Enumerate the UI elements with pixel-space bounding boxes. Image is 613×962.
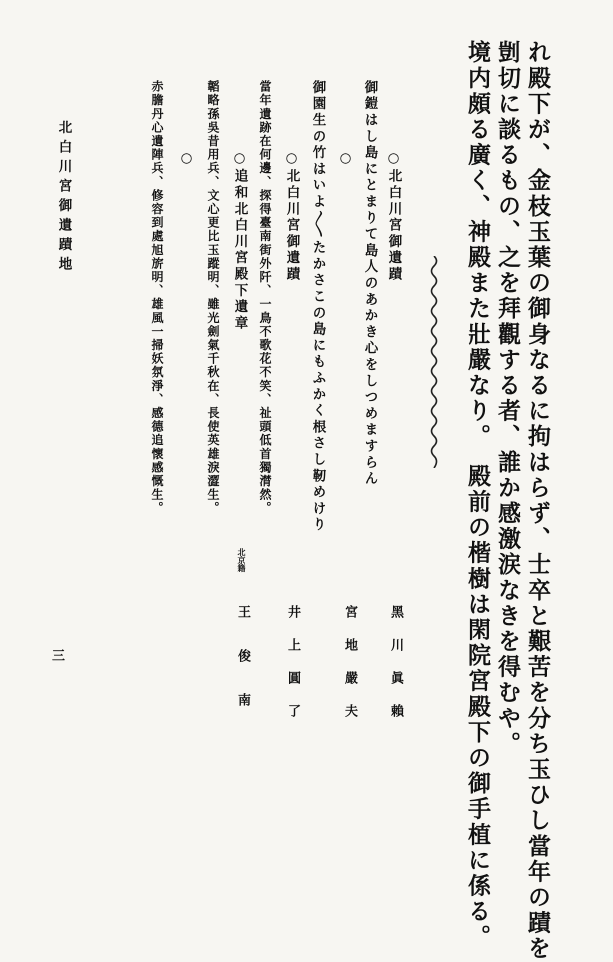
- poem-2-author-text: 宮地嚴夫: [342, 605, 357, 737]
- poem-3-title: ○北白川宮御遺蹟: [283, 150, 300, 283]
- poem-3-author-text: 井上圓了: [285, 605, 300, 737]
- poem-2-line-1: 御園生の竹はいよ〳〵たかさこの島にもふかく根さし靭めけり: [309, 80, 326, 534]
- poem-4-author: [236, 605, 249, 714]
- body-line-2: 剴切に談るもの、之を拜觀する者、誰か感激涙なきを得むや。: [494, 40, 521, 757]
- poem-1-circle: ○: [337, 150, 354, 169]
- poem-4-line-2: 赤膽丹心遺陣兵、修容到處旭旂明、雄風一掃妖氛淨、感德追懷感慨生。: [150, 80, 164, 516]
- page-number: 三: [52, 649, 66, 664]
- poem-1-line-1: 御鎧はし島にとまりて島人のあかき心をしつめますらん: [361, 80, 378, 488]
- poem-4-author-text: 王 俊 南: [235, 605, 250, 714]
- poem-2-author: [343, 605, 356, 737]
- body-line-3: 境内頗る廣く、神殿また壯嚴なり。 殿前の楷樹は閑院宮殿下の御手植に係る。: [464, 40, 491, 951]
- poem-3-line-1: 當年遺跡在何邊、探得臺南街外阡、一鳥不歌花不笑、祉頭低首獨潸然。: [258, 80, 272, 516]
- poem-4-line-1: 韜略孫吳昔用兵、文心更比玉蹤明、雖光劍氣千秋在、長使英雄淚澀生。: [206, 80, 220, 516]
- poem-4-circle: ○: [178, 150, 195, 169]
- poem-1-author: [389, 605, 402, 737]
- poem-1-title: ○北白川宮御遺蹟: [385, 150, 402, 283]
- poem-4-title: ○追和北白川宮殿下遺章: [231, 150, 248, 332]
- poem-1-author-text: 黑川眞賴: [388, 605, 403, 737]
- poem-4-author-note: 北京籍: [237, 548, 247, 572]
- running-title: 北白川宮御遺蹟地: [55, 120, 72, 276]
- wavy-divider: [426, 256, 442, 468]
- body-line-1: れ殿下が、金枝玉葉の御身なるに拘はらず、士卒と艱苦を分ち玉ひし當年の蹟を: [524, 40, 551, 962]
- poem-3-author: [286, 605, 299, 737]
